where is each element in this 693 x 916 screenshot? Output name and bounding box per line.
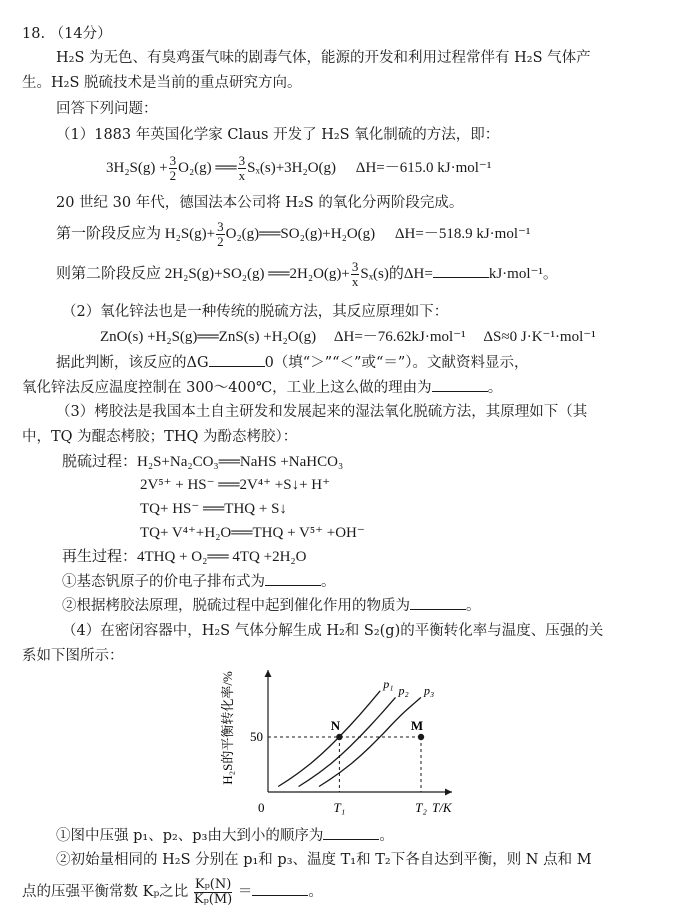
question-header: [22, 24, 112, 44]
part4-text-1: （4）在密闭容器中，H₂S 气体分解生成 H₂和 S₂(g)的平衡转化率与温度、压强的关: [62, 623, 604, 639]
series-label-p1: p₁: [383, 676, 394, 691]
part4-text-2: 系如下图所示：: [22, 648, 124, 664]
curve-p1: [278, 691, 380, 787]
y-tick-label: 50: [250, 729, 263, 744]
part1-text: （1）1883 年英国化学家 Claus 开发了 H₂S 氧化制硫的方法，即：: [56, 127, 500, 143]
answer-blank[interactable]: [265, 571, 321, 586]
part3-question1: ①基态钒原子的价电子排布式为 。: [62, 571, 336, 592]
part2-text: （2）氧化锌法也是一种传统的脱硫方法，其反应原理如下：: [62, 304, 449, 320]
x-tick-label: T₂: [415, 800, 427, 815]
y-axis-label: H₂S的平衡转化率/%: [220, 671, 235, 785]
x-tick-label: T₁: [333, 800, 346, 815]
answer-blank[interactable]: [410, 595, 466, 610]
answer-blank[interactable]: [433, 263, 489, 278]
answer-blank[interactable]: [209, 352, 265, 367]
answer-blank[interactable]: [323, 825, 379, 840]
stage1-enthalpy: ΔH=－518.9 kJ·mol⁻¹: [394, 226, 531, 242]
desulf-line-3: TQ+ HS⁻ ══THQ + S↓: [140, 501, 287, 517]
stage2-equation: 则第二阶段反应 2H₂S(g)+SO₂(g) ══2H₂O(g)+ $\frac{3}{x}$ Sₓ(s)的ΔH= kJ·mol⁻¹。: [56, 259, 558, 290]
part4-question2-cont: 点的压强平衡常数 Kₚ之比 $\frac{\text{Kₚ(N)}}{\text{Kₚ(M)}}$ ＝ 。: [22, 876, 323, 907]
zno-equation: ZnO(s) +H₂S(g)══ZnS(s) +H₂O(g) ΔH=－76.62kJ·mol⁻¹ ΔS≈0 J·K⁻¹·mol⁻¹: [100, 329, 596, 345]
part4-question2: ②初始量相同的 H₂S 分别在 p₁和 p₃、温度 T₁和 T₂下各自达到平衡，则 N 点和 M: [56, 852, 592, 868]
claus-enthalpy: ΔH=－615.0 kJ·mol⁻¹: [355, 160, 492, 176]
claus-equation: 3H₂S(g) + $\frac{3}{2}$ O₂(g) ══ $\frac{3}{x}$ Sₓ(s)+3H₂O(g) ΔH=－615.0 kJ·mol⁻¹: [106, 153, 492, 184]
point-N: [336, 734, 342, 740]
question-points: （14分）: [49, 26, 112, 42]
desulf-line-2: 2V⁵⁺ + HS⁻ ══2V⁴⁺ +S↓+ H⁺: [140, 477, 331, 493]
stage1-equation: 第一阶段反应为 H₂S(g)+ $\frac{3}{2}$ O₂(g)══SO₂(g)+H₂O(g) ΔH=－518.9 kJ·mol⁻¹: [56, 219, 531, 250]
curve-p2: [299, 697, 396, 786]
x-axis-label: T/K: [432, 800, 452, 815]
series-label-p2: p₂: [398, 683, 409, 698]
conversion-chart: [210, 664, 480, 824]
intro-line-2: 生。H₂S 脱硫技术是当前的重点研究方向。: [22, 75, 302, 91]
part3-text-1: （3）栲胶法是我国本土自主研发和发展起来的湿法氧化脱硫方法，其原理如下（其: [56, 404, 588, 420]
part1-line2: 20 世纪 30 年代，德国法本公司将 H₂S 的氧化分两阶段完成。: [56, 195, 464, 211]
answer-blank[interactable]: [432, 377, 488, 392]
fraction-3-x: $\frac{3}{x}$: [351, 259, 359, 290]
part3-text-2: 中，TQ 为醌态栲胶；THQ 为酚态栲胶）：: [22, 429, 298, 445]
answer-blank[interactable]: [252, 881, 308, 896]
origin-label: 0: [258, 800, 265, 815]
desulf-line-1: 脱硫过程：H₂S+Na₂CO₃══NaHS +NaHCO₃: [62, 454, 344, 470]
point-M: [418, 734, 424, 740]
part2-question1: 据此判断，该反应的ΔG 0（填“＞”“＜”或“＝”）。文献资料显示，: [56, 352, 529, 373]
intro-line-1: H₂S 为无色、有臭鸡蛋气味的剧毒气体，能源的开发和利用过程常伴有 H₂S 气体产: [56, 50, 591, 66]
fraction-3-2: $\frac{3}{2}$: [217, 219, 224, 250]
fraction-3-2: $\frac{3}{2}$: [169, 153, 177, 184]
answer-prompt: 回答下列问题：: [56, 101, 158, 117]
regen-line: 再生过程：4THQ + O₂══ 4TQ +2H₂O: [62, 549, 307, 565]
question-number: 18.: [22, 26, 46, 42]
desulf-line-4: TQ+ V⁴⁺+H₂O══THQ + V⁵⁺ +OH⁻: [140, 525, 365, 541]
point-label-M: M: [410, 718, 424, 733]
fraction-3-x: $\frac{3}{x}$: [238, 153, 246, 184]
part4-question1: ①图中压强 p₁、p₂、p₃由大到小的顺序为 。: [56, 825, 394, 846]
point-label-N: N: [330, 718, 341, 733]
part3-question2: ②根据栲胶法原理，脱硫过程中起到催化作用的物质为 。: [62, 595, 481, 616]
kp-ratio-fraction: $\frac{\text{Kₚ(N)}}{\text{Kₚ(M)}}$: [193, 876, 233, 907]
part2-question2: 氧化锌法反应温度控制在 300～400℃，工业上这么做的理由为 。: [22, 377, 502, 398]
series-label-p3: p₃: [424, 683, 435, 698]
